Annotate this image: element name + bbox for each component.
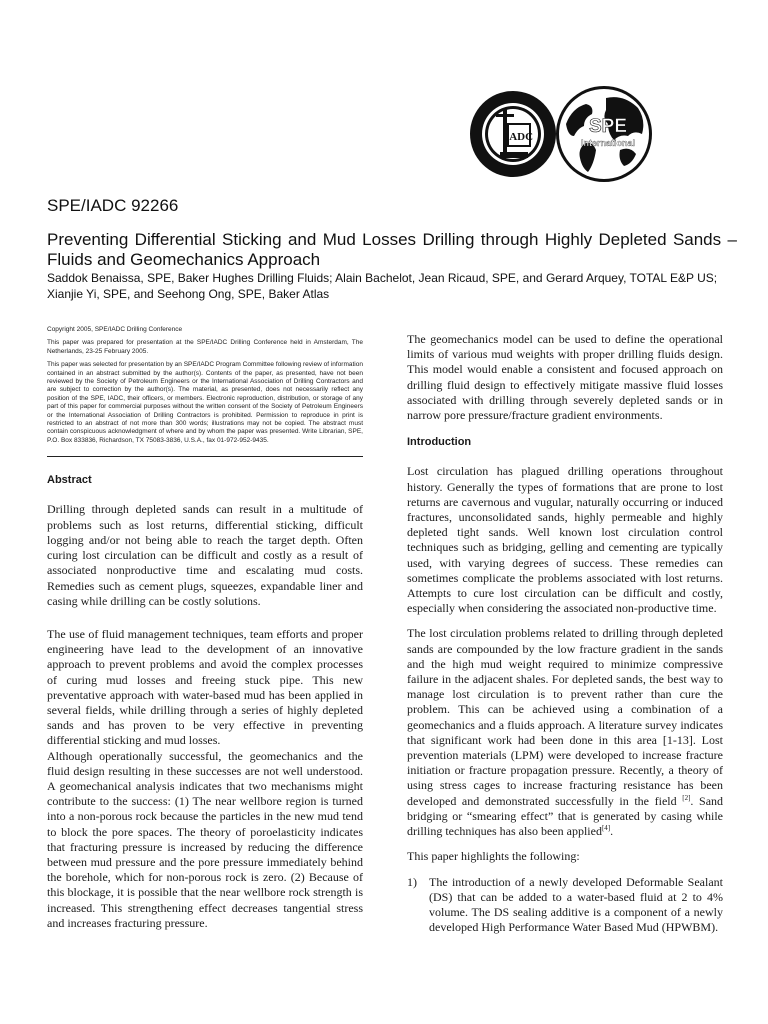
introduction-paragraph-2 [407,626,723,839]
abstract-paragraph-1: Drilling through depleted sands can result in a multitude of problems such as lost returns, differential sticking, difficult logging and/or not being able to reach the target depth. Often curing lost circulation can be difficult and costly as a result of associated nonproductive time and escalating mud costs. Remedies such as cement plugs, squeezes, expandable liner and casing while drilling can be costly solutions. [47,502,363,608]
spe-logo-icon [554,84,654,184]
list-item [407,875,723,936]
paper-title: Preventing Differential Sticking and Mud Losses Drilling through Highly Depleted Sands – Fluids and Geomechanics Approach [47,230,737,269]
reference-2: [2] [682,793,691,802]
iadc-logo-text: IADC [504,131,534,143]
list-item-number: 1) [407,874,417,889]
copyright-line: Copyright 2005, SPE/IADC Drilling Conference [47,326,183,333]
spe-logo-text: SPE [588,116,628,137]
logo-group [468,84,718,184]
spe-logo-subtext: International [580,138,636,148]
left-column [47,326,363,941]
introduction-paragraph-2-part-c: . [610,824,614,839]
introduction-paragraph-2-part-b: . Sand bridging or “smearing effect” that is generated by casing while drilling techniques has also been applied [407,793,724,839]
paper-number: SPE/IADC 92266 [47,196,179,215]
copyright-notice [47,326,363,457]
abstract-heading: Abstract [47,474,92,487]
copyright-presentation: This paper was prepared for presentation at the SPE/IADC Drilling Conference held in Amsterdam, The Netherlands, 23-25 February 2005. [47,339,363,355]
copyright-selection: This paper was selected for presentation by an SPE/IADC Program Committee following review of information contained in an abstract submitted by the author(s). Contents of the paper, as presented, have not been reviewed by the Society of Petroleum Engineers or the International Association of Drilling Contractors and are subject to correction by the author(s). The material, as presented, does not necessarily reflect any position of the SPE, IADC, their officers, or members. Electronic reproduction, distribution, or storage of any part of this paper for commercial purposes without the written consent of the Society of Petroleum Engineers or the International Association of Drilling Contractors is prohibited. Permission to reproduce in print is restricted to an abstract of not more than 300 words; illustrations may not be copied. The abstract must contain conspicuous acknowledgment of where and by whom the paper was presented. Write Librarian, SPE, P.O. Box 833836, Richardson, TX 75083-3836, U.S.A., fax 01-972-952-9435. [47,361,363,444]
introduction-paragraph-2-part-a: The lost circulation problems related to drilling through depleted sands are compounded by the low fracture gradient in the sands and the high mud weight required to minimize compressive failure in the adjacent shales. For depleted sands, the best way to manage lost circulation is to prevent rather than cure the problem. This can be achieved using a combination of a geomechanics and a fluids approach. A literature survey indicates that significant work had been done in this area [1-13]. Lost prevention materials (LPM) were developed to increase fracture initiation or fracture propagation pressure. Recently, a theory of using stress cages to increase fracturing resistance has been developed and demonstrated successfully in the field [407,626,723,808]
abstract-paragraph-4: The geomechanics model can be used to define the operational limits of various mud weights with proper drilling fluids design. This model would enable a consistent and focused approach on drilling fluid design to effectively mitigate massive fluid losses associated with drilling through severely depleted sands or in narrow pore pressure/fracture gradient environments. [407,332,723,423]
iadc-logo-icon [468,84,558,184]
right-column [407,332,723,935]
abstract-paragraph-3: Although operationally successful, the geomechanics and the fluid design resulting in these successes are not well understood. A geomechanical analysis indicates that two mechanisms might contribute to the success: (1) The near wellbore region is turned into a non-porous rock because the particles in the new mud tend to block the pore spaces. The theory of poroelasticity indicates that fracturing pressure is increased by reducing the difference between mud pressure and the pore pressure immediately behind the borehole, which for non-porous rock is zero. (2) Because of this blockage, it is possible that the near wellbore rock strength is increased. This strengthening effect decreases tangential stress and increases fracturing pressure. [47,748,363,930]
abstract-paragraph-2: The use of fluid management techniques, team efforts and proper engineering have lead to the development of an innovative approach to prevent problems and avoid the complex processes of curing mud losses and freeing stuck pipe. This new preventative approach with water-based mud has been applied in several fields, while drilling through a series of highly depleted sands and has proven to be very effective in preventing differential sticking and mud losses. [47,626,363,748]
list-item-text: The introduction of a newly developed Deformable Sealant (DS) that can be added to a water-based fluid at 2 to 4% volume. The DS sealing additive is a component of a newly developed High Performance Water Based Mud (HPWBM). [429,874,723,935]
introduction-heading: Introduction [407,436,472,449]
reference-4: [4] [601,824,611,833]
author-list: Saddok Benaissa, SPE, Baker Hughes Drilling Fluids; Alain Bachelot, Jean Ricaud, SPE, and Gerard Arquey, TOTAL E&P US; Xianjie Yi, SPE, and Seehong Ong, SPE, Baker Atlas [47,271,718,301]
introduction-paragraph-1: Lost circulation has plagued drilling operations throughout history. Generally the types of formations that are prone to lost returns are cavernous and vugular, naturally occurring or induced fractures, unconsolidated sands, highly permeable and highly depleted tight sands. Well known lost circulation control techniques such as bridging, gelling and cementing are typically used, with varying degrees of success. These remedies can sometimes complicate the problems associated with lost returns. Attempts to cure lost circulation can be difficult and costly, especially when considering the associated non-productive time. [407,464,723,616]
introduction-paragraph-3: This paper highlights the following: [407,849,580,864]
